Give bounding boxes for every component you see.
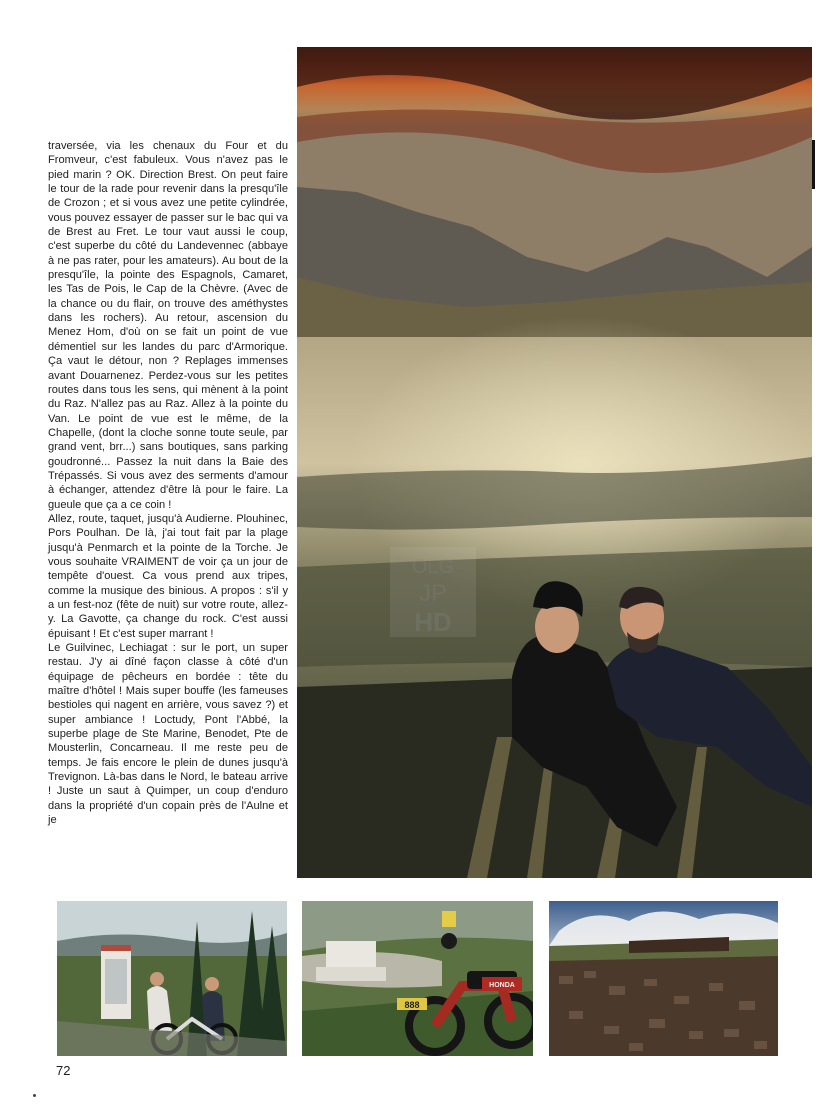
watermark-line-1: OLG [411, 556, 455, 578]
moto-plate: 888 [404, 1000, 420, 1010]
main-photo-image [297, 47, 812, 878]
photo-peat-bog-image [549, 901, 778, 1056]
watermark-line-2: JP [418, 580, 448, 607]
moto-brand: HONDA [489, 982, 515, 989]
paragraph: Allez, route, taquet, jusqu'à Audierne. Plouhinec, Pors Poulhan. De là, j'ai tout fait par la plage jusqu'à Penmarch et la pointe de la Torche. Je vous souhaite VRAIMENT de voir ça un jour de tempête d'ouest. Ca vous prend aux tripes, comme la musique des binious. A propos : s'il y a un fest-noz (fête de nuit) sur votre route, allez-y. La Gavotte, ça change du rock. C'est aussi épuisant ! Et c'est super marrant ! [48, 512, 288, 640]
main-photo-moorland [297, 47, 812, 878]
photo-honda-motorbike [302, 901, 533, 1056]
watermark-line-3: HD [414, 607, 452, 637]
article-text-column [48, 139, 288, 828]
page-number: 72 [56, 1063, 71, 1078]
page-edge-mark [812, 140, 815, 189]
photo-peat-bog [549, 901, 778, 1056]
photo-phone-booth [57, 901, 287, 1056]
watermark-logo [390, 547, 476, 637]
paragraph: Le Guilvinec, Lechiagat : sur le port, un super restau. J'y ai dîné façon classe à côté d'un équipage de pêcheurs en bordée : tête du maître d'hôtel ! Mais super bouffe (les fameuses bestioles qui nagent en arrière, vous savez ?) et super ambiance ! Loctudy, Pont l'Abbé, la superbe plage de Ste Marine, Benodet, Pte de Mousterlin, Concarneau. Il me reste peu de temps. Je fais encore le plein de dunes jusqu'à Trevignon. Là-bas dans le Nord, le bateau arrive ! Juste un saut à Quimper, un coup d'enduro dans la propriété d'un copain près de l'Aulne et je [48, 642, 288, 827]
photo-honda-motorbike-image [302, 901, 533, 1056]
photo-phone-booth-image [57, 901, 287, 1056]
margin-dot [33, 1094, 36, 1097]
paragraph: traversée, via les chenaux du Four et du Fromveur, c'est fabuleux. Vous n'avez pas le pied marin ? OK. Direction Brest. On peut faire le tour de la rade pour revenir dans la presqu'île de Crozon ; et si vous avez une petite cylindrée, vous pouvez essayer de passer sur le bac qui va de Brest au Fret. Le tour vaut aussi le coup, c'est superbe du côté du Landevennec (abbaye à ne pas rater, pour les amateurs). Au bout de la presqu'île, la pointe des Espagnols, Camaret, les Tas de Pois, le Cap de la Chèvre. (Avec de la chance ou du flair, on trouve des améthystes dans les rochers). Au retour, ascension du Menez Hom, d'où on se fait un point de vue démentiel sur les landes du parc d'Armorique. Ça vaut le détour, non ? Replages immenses avant Douarnenez. Perdez-vous sur les petites routes dans tous les sens, qui mènent à la point du Raz. N'allez pas au Raz. Allez à la pointe du Van. Le point de vue est le même, de la Chapelle, (dont la cloche sonne toute seule, par grand vent, brr...) sans boutiques, sans parking goudronné... Passez la nuit dans la Baie des Trépassés. Si vous avez des serments d'amour à échanger, attendez d'être là pour le faire. La gueule que ça a ce coin ! [48, 140, 288, 511]
